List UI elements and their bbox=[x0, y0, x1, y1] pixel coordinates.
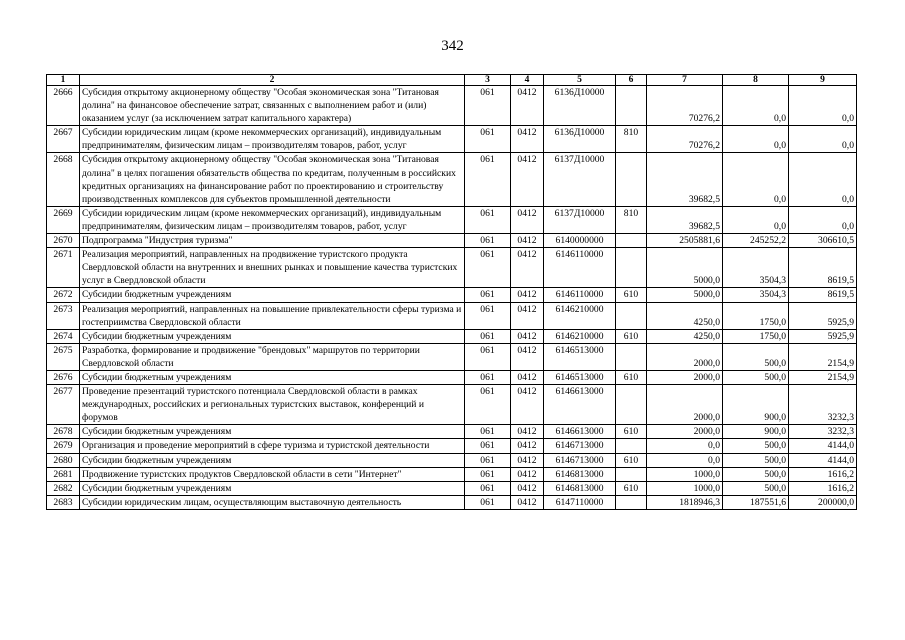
column-header-1: 1 bbox=[47, 75, 80, 86]
code-5-cell: 6146713000 bbox=[544, 453, 616, 467]
amount-7-cell: 2505881,6 bbox=[647, 234, 723, 248]
code-3-cell: 061 bbox=[465, 126, 511, 153]
amount-9-cell: 8619,5 bbox=[789, 248, 857, 288]
code-6-cell bbox=[616, 153, 647, 206]
code-4-cell: 0412 bbox=[511, 425, 544, 439]
amount-9-cell: 1616,2 bbox=[789, 467, 857, 481]
amount-8-cell: 500,0 bbox=[723, 481, 789, 495]
page-number: 342 bbox=[441, 38, 464, 54]
amount-8-cell: 1750,0 bbox=[723, 329, 789, 343]
row-number-cell: 2668 bbox=[47, 153, 80, 206]
amount-7-cell: 2000,0 bbox=[647, 343, 723, 370]
code-4-cell: 0412 bbox=[511, 495, 544, 509]
amount-9-cell: 5925,9 bbox=[789, 302, 857, 329]
amount-7-cell: 4250,0 bbox=[647, 329, 723, 343]
row-name-cell: Подпрограмма "Индустрия туризма" bbox=[80, 234, 465, 248]
row-number-cell: 2678 bbox=[47, 425, 80, 439]
row-name-cell: Субсидия открытому акционерному обществу "Особая экономическая зона "Титановая долина" в целях погашения обязательств общества по кредитам, полученным в российских кредитных организациях на финансирование работ по проектированию и строительству производственных комплексов для субъектов промышленной деятельности bbox=[80, 153, 465, 206]
code-3-cell: 061 bbox=[465, 385, 511, 425]
code-5-cell: 6146813000 bbox=[544, 481, 616, 495]
amount-8-cell: 0,0 bbox=[723, 206, 789, 233]
amount-7-cell: 4250,0 bbox=[647, 302, 723, 329]
amount-9-cell: 4144,0 bbox=[789, 453, 857, 467]
code-6-cell: 610 bbox=[616, 481, 647, 495]
row-name-cell: Продвижение туристских продуктов Свердловской области в сети "Интернет" bbox=[80, 467, 465, 481]
code-5-cell: 6140000000 bbox=[544, 234, 616, 248]
code-6-cell: 810 bbox=[616, 126, 647, 153]
code-6-cell: 610 bbox=[616, 370, 647, 384]
row-name-cell: Субсидии бюджетным учреждениям bbox=[80, 481, 465, 495]
row-number-cell: 2683 bbox=[47, 495, 80, 509]
code-5-cell: 6146110000 bbox=[544, 288, 616, 302]
row-number-cell: 2672 bbox=[47, 288, 80, 302]
code-4-cell: 0412 bbox=[511, 248, 544, 288]
code-6-cell: 810 bbox=[616, 206, 647, 233]
code-3-cell: 061 bbox=[465, 302, 511, 329]
amount-7-cell: 2000,0 bbox=[647, 385, 723, 425]
code-5-cell: 6136Д10000 bbox=[544, 86, 616, 126]
amount-8-cell: 500,0 bbox=[723, 439, 789, 453]
code-6-cell bbox=[616, 234, 647, 248]
code-6-cell: 610 bbox=[616, 453, 647, 467]
row-name-cell: Проведение презентаций туристского потенциала Свердловской области в рамках международных, российских и региональных туристских выставок, конференций и форумов bbox=[80, 385, 465, 425]
table-row bbox=[47, 86, 857, 126]
row-number-cell: 2682 bbox=[47, 481, 80, 495]
amount-9-cell: 2154,9 bbox=[789, 343, 857, 370]
row-number-cell: 2671 bbox=[47, 248, 80, 288]
code-5-cell: 6136Д10000 bbox=[544, 126, 616, 153]
row-number-cell: 2676 bbox=[47, 370, 80, 384]
code-5-cell: 6137Д10000 bbox=[544, 153, 616, 206]
code-5-cell: 6146513000 bbox=[544, 343, 616, 370]
table-row bbox=[47, 425, 857, 439]
code-5-cell: 6146110000 bbox=[544, 248, 616, 288]
code-3-cell: 061 bbox=[465, 234, 511, 248]
table-row bbox=[47, 234, 857, 248]
amount-9-cell: 306610,5 bbox=[789, 234, 857, 248]
amount-7-cell: 2000,0 bbox=[647, 370, 723, 384]
code-6-cell bbox=[616, 385, 647, 425]
amount-7-cell: 39682,5 bbox=[647, 206, 723, 233]
code-4-cell: 0412 bbox=[511, 288, 544, 302]
code-4-cell: 0412 bbox=[511, 234, 544, 248]
amount-8-cell: 900,0 bbox=[723, 425, 789, 439]
amount-9-cell: 2154,9 bbox=[789, 370, 857, 384]
code-3-cell: 061 bbox=[465, 481, 511, 495]
amount-8-cell: 187551,6 bbox=[723, 495, 789, 509]
table-row bbox=[47, 370, 857, 384]
row-number-cell: 2667 bbox=[47, 126, 80, 153]
amount-8-cell: 0,0 bbox=[723, 126, 789, 153]
amount-8-cell: 1750,0 bbox=[723, 302, 789, 329]
code-5-cell: 6146513000 bbox=[544, 370, 616, 384]
code-6-cell bbox=[616, 86, 647, 126]
row-name-cell: Субсидии бюджетным учреждениям bbox=[80, 453, 465, 467]
row-number-cell: 2669 bbox=[47, 206, 80, 233]
row-name-cell: Организация и проведение мероприятий в сфере туризма и туристской деятельности bbox=[80, 439, 465, 453]
row-number-cell: 2681 bbox=[47, 467, 80, 481]
amount-7-cell: 1000,0 bbox=[647, 481, 723, 495]
table-row bbox=[47, 453, 857, 467]
code-3-cell: 061 bbox=[465, 288, 511, 302]
amount-7-cell: 1000,0 bbox=[647, 467, 723, 481]
amount-8-cell: 900,0 bbox=[723, 385, 789, 425]
row-name-cell: Реализация мероприятий, направленных на продвижение туристского продукта Свердловской области на внутренних и внешних рынках и повышение качества туристских услуг в Свердловской области bbox=[80, 248, 465, 288]
amount-9-cell: 0,0 bbox=[789, 126, 857, 153]
row-name-cell: Разработка, формирование и продвижение "брендовых" маршрутов по территории Свердловской области bbox=[80, 343, 465, 370]
amount-8-cell: 245252,2 bbox=[723, 234, 789, 248]
code-4-cell: 0412 bbox=[511, 153, 544, 206]
amount-7-cell: 5000,0 bbox=[647, 288, 723, 302]
row-name-cell: Субсидии юридическим лицам, осуществляющим выставочную деятельность bbox=[80, 495, 465, 509]
amount-7-cell: 0,0 bbox=[647, 439, 723, 453]
row-name-cell: Субсидии бюджетным учреждениям bbox=[80, 425, 465, 439]
row-name-cell: Субсидии юридическим лицам (кроме некоммерческих организаций), индивидуальным предпринимателям, физическим лицам – производителям товаров, работ, услуг bbox=[80, 206, 465, 233]
code-6-cell bbox=[616, 495, 647, 509]
code-5-cell: 6146813000 bbox=[544, 467, 616, 481]
table-row bbox=[47, 495, 857, 509]
code-4-cell: 0412 bbox=[511, 467, 544, 481]
row-name-cell: Субсидия открытому акционерному обществу "Особая экономическая зона "Титановая долина" на финансовое обеспечение затрат, связанных с выполнением работ и (или) оказанием услуг (за исключением затрат капитального характера) bbox=[80, 86, 465, 126]
amount-9-cell: 1616,2 bbox=[789, 481, 857, 495]
code-5-cell: 6137Д10000 bbox=[544, 206, 616, 233]
row-name-cell: Субсидии бюджетным учреждениям bbox=[80, 370, 465, 384]
code-6-cell bbox=[616, 302, 647, 329]
code-6-cell bbox=[616, 248, 647, 288]
code-5-cell: 6146210000 bbox=[544, 302, 616, 329]
amount-8-cell: 500,0 bbox=[723, 343, 789, 370]
amount-7-cell: 70276,2 bbox=[647, 86, 723, 126]
amount-9-cell: 3232,3 bbox=[789, 425, 857, 439]
code-5-cell: 6147110000 bbox=[544, 495, 616, 509]
code-3-cell: 061 bbox=[465, 343, 511, 370]
code-6-cell bbox=[616, 467, 647, 481]
column-header-6: 6 bbox=[616, 75, 647, 86]
amount-8-cell: 3504,3 bbox=[723, 288, 789, 302]
code-4-cell: 0412 bbox=[511, 343, 544, 370]
code-3-cell: 061 bbox=[465, 495, 511, 509]
column-header-7: 7 bbox=[647, 75, 723, 86]
amount-8-cell: 500,0 bbox=[723, 453, 789, 467]
code-4-cell: 0412 bbox=[511, 302, 544, 329]
column-header-4: 4 bbox=[511, 75, 544, 86]
code-4-cell: 0412 bbox=[511, 329, 544, 343]
code-4-cell: 0412 bbox=[511, 370, 544, 384]
amount-9-cell: 4144,0 bbox=[789, 439, 857, 453]
table-row bbox=[47, 343, 857, 370]
row-number-cell: 2680 bbox=[47, 453, 80, 467]
code-6-cell: 610 bbox=[616, 288, 647, 302]
code-3-cell: 061 bbox=[465, 453, 511, 467]
amount-9-cell: 5925,9 bbox=[789, 329, 857, 343]
code-3-cell: 061 bbox=[465, 329, 511, 343]
row-number-cell: 2679 bbox=[47, 439, 80, 453]
table-row bbox=[47, 302, 857, 329]
amount-9-cell: 200000,0 bbox=[789, 495, 857, 509]
table-row bbox=[47, 288, 857, 302]
code-4-cell: 0412 bbox=[511, 385, 544, 425]
amount-8-cell: 0,0 bbox=[723, 153, 789, 206]
code-3-cell: 061 bbox=[465, 439, 511, 453]
amount-9-cell: 0,0 bbox=[789, 153, 857, 206]
amount-7-cell: 39682,5 bbox=[647, 153, 723, 206]
code-3-cell: 061 bbox=[465, 248, 511, 288]
amount-7-cell: 5000,0 bbox=[647, 248, 723, 288]
table-row bbox=[47, 385, 857, 425]
budget-table bbox=[46, 74, 857, 510]
amount-7-cell: 70276,2 bbox=[647, 126, 723, 153]
row-number-cell: 2677 bbox=[47, 385, 80, 425]
column-header-9: 9 bbox=[789, 75, 857, 86]
row-number-cell: 2670 bbox=[47, 234, 80, 248]
code-5-cell: 6146210000 bbox=[544, 329, 616, 343]
code-3-cell: 061 bbox=[465, 86, 511, 126]
amount-9-cell: 0,0 bbox=[789, 206, 857, 233]
table-row bbox=[47, 126, 857, 153]
code-6-cell: 610 bbox=[616, 425, 647, 439]
code-6-cell bbox=[616, 343, 647, 370]
table-row bbox=[47, 206, 857, 233]
amount-8-cell: 3504,3 bbox=[723, 248, 789, 288]
amount-7-cell: 2000,0 bbox=[647, 425, 723, 439]
table-row bbox=[47, 248, 857, 288]
amount-7-cell: 0,0 bbox=[647, 453, 723, 467]
code-3-cell: 061 bbox=[465, 206, 511, 233]
table-row bbox=[47, 329, 857, 343]
row-number-cell: 2675 bbox=[47, 343, 80, 370]
column-header-2: 2 bbox=[80, 75, 465, 86]
code-4-cell: 0412 bbox=[511, 86, 544, 126]
row-number-cell: 2674 bbox=[47, 329, 80, 343]
code-3-cell: 061 bbox=[465, 153, 511, 206]
column-header-3: 3 bbox=[465, 75, 511, 86]
row-name-cell: Реализация мероприятий, направленных на повышение привлекательности сферы туризма и гостеприимства Свердловской области bbox=[80, 302, 465, 329]
column-header-5: 5 bbox=[544, 75, 616, 86]
row-name-cell: Субсидии бюджетным учреждениям bbox=[80, 288, 465, 302]
code-4-cell: 0412 bbox=[511, 481, 544, 495]
code-3-cell: 061 bbox=[465, 370, 511, 384]
row-number-cell: 2673 bbox=[47, 302, 80, 329]
code-5-cell: 6146713000 bbox=[544, 439, 616, 453]
code-4-cell: 0412 bbox=[511, 453, 544, 467]
row-number-cell: 2666 bbox=[47, 86, 80, 126]
amount-9-cell: 0,0 bbox=[789, 86, 857, 126]
amount-9-cell: 8619,5 bbox=[789, 288, 857, 302]
code-4-cell: 0412 bbox=[511, 206, 544, 233]
code-5-cell: 6146613000 bbox=[544, 385, 616, 425]
amount-8-cell: 500,0 bbox=[723, 370, 789, 384]
code-3-cell: 061 bbox=[465, 467, 511, 481]
table-row bbox=[47, 439, 857, 453]
amount-8-cell: 500,0 bbox=[723, 467, 789, 481]
code-4-cell: 0412 bbox=[511, 126, 544, 153]
row-name-cell: Субсидии юридическим лицам (кроме некоммерческих организаций), индивидуальным предпринимателям, физическим лицам – производителям товаров, работ, услуг bbox=[80, 126, 465, 153]
table-row bbox=[47, 481, 857, 495]
amount-7-cell: 1818946,3 bbox=[647, 495, 723, 509]
code-4-cell: 0412 bbox=[511, 439, 544, 453]
code-6-cell bbox=[616, 439, 647, 453]
table-row bbox=[47, 467, 857, 481]
header-row bbox=[47, 75, 857, 86]
row-name-cell: Субсидии бюджетным учреждениям bbox=[80, 329, 465, 343]
code-3-cell: 061 bbox=[465, 425, 511, 439]
column-header-8: 8 bbox=[723, 75, 789, 86]
code-5-cell: 6146613000 bbox=[544, 425, 616, 439]
table-body bbox=[47, 86, 857, 510]
table-header bbox=[47, 75, 857, 86]
amount-8-cell: 0,0 bbox=[723, 86, 789, 126]
table-row bbox=[47, 153, 857, 206]
amount-9-cell: 3232,3 bbox=[789, 385, 857, 425]
code-6-cell: 610 bbox=[616, 329, 647, 343]
